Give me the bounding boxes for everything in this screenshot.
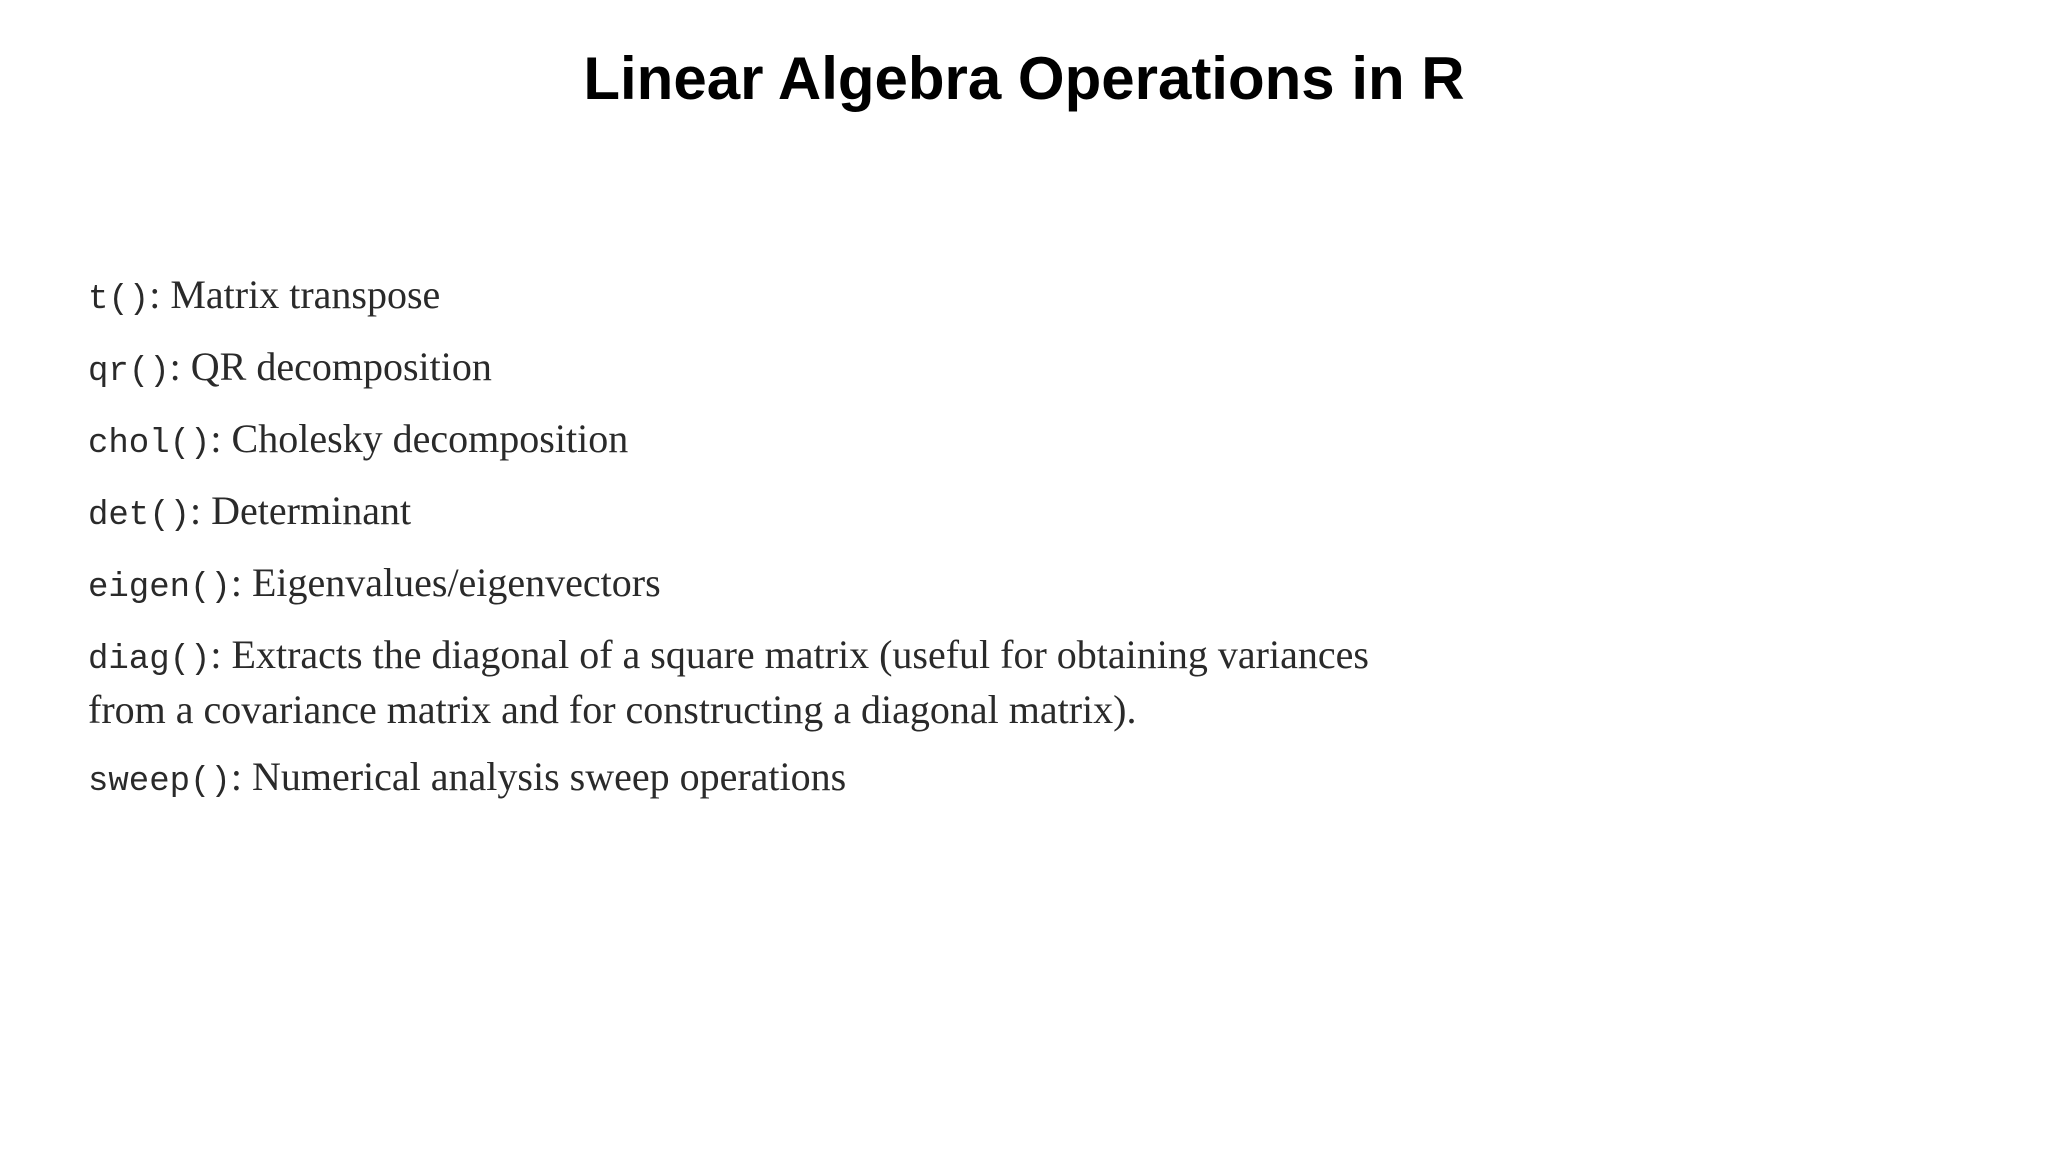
separator: : — [230, 754, 252, 799]
list-item-chol — [88, 414, 1388, 469]
function-name: t() — [88, 281, 150, 319]
list-item-qr — [88, 342, 1388, 397]
function-description: Cholesky decomposition — [231, 416, 629, 461]
function-description: Eigenvalues/eigenvectors — [251, 560, 661, 605]
function-list — [88, 270, 1388, 824]
list-item-det — [88, 486, 1388, 541]
separator: : — [210, 416, 232, 461]
list-item-diag — [88, 630, 1388, 735]
list-item-sweep — [88, 752, 1388, 807]
separator: : — [190, 488, 212, 533]
function-description: Matrix transpose — [170, 272, 441, 317]
function-name: qr() — [88, 353, 170, 391]
slide-title: Linear Algebra Operations in R — [583, 45, 1465, 112]
function-description: QR decomposition — [190, 344, 492, 389]
list-item-t — [88, 270, 1388, 325]
function-name: sweep() — [88, 763, 231, 801]
separator: : — [230, 560, 252, 605]
function-name: chol() — [88, 425, 211, 463]
function-description: Numerical analysis sweep operations — [251, 754, 847, 799]
function-name: eigen() — [88, 569, 231, 607]
separator: : — [169, 344, 191, 389]
function-name: diag() — [88, 641, 211, 679]
function-name: det() — [88, 497, 191, 535]
separator: : — [149, 272, 171, 317]
separator: : — [210, 632, 232, 677]
list-item-eigen — [88, 558, 1388, 613]
function-description: Extracts the diagonal of a square matrix (useful for obtaining variances from a covariance matrix and for constructing a diagonal matrix). — [88, 632, 1369, 732]
function-description: Determinant — [211, 488, 412, 533]
